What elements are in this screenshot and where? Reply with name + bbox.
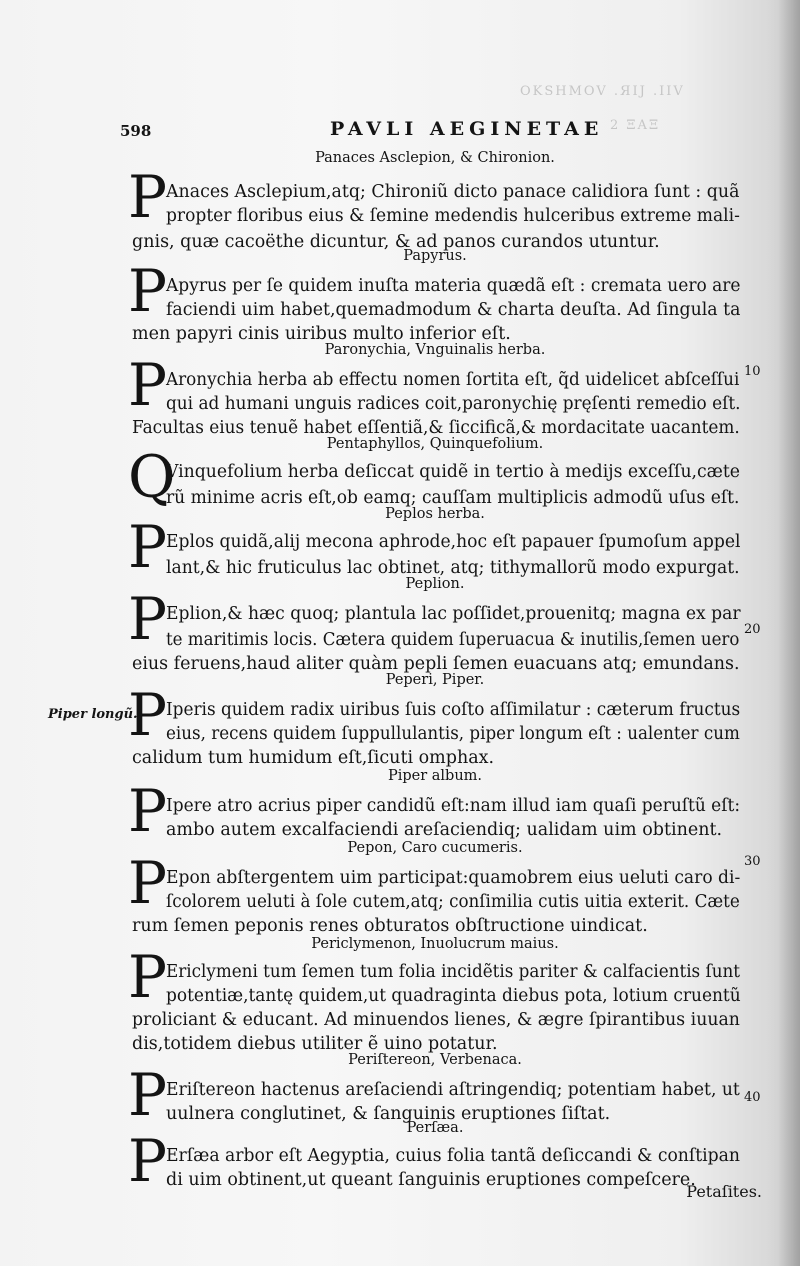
entry-heading: Perſæa. [406, 1120, 464, 1136]
drop-cap: Q [128, 443, 176, 511]
text-line: lant,& hic fruticulus lac obtinet, atq; tithymallorũ modo expurgat. [166, 558, 740, 578]
drop-cap: P [128, 1061, 168, 1129]
drop-cap: P [128, 777, 168, 845]
entry-heading: Pepon, Caro cucumeris. [347, 840, 523, 856]
text-line: ambo autem excalfaciendi areſaciendiq; ualidam uim obtinent. [166, 820, 723, 840]
text-line: Eriſtereon hactenus areſaciendi aſtringendiq; potentiam habet, ut [166, 1080, 740, 1100]
drop-cap: P [128, 257, 168, 325]
drop-cap: P [128, 513, 168, 581]
drop-cap: P [128, 163, 168, 231]
text-line: qui ad humani unguis radices coit,paronychię pręſenti remedio eſt. [166, 394, 741, 414]
text-line: Eplion,& hæc quoq; plantula lac poſſidet,prouenitq; magna ex par [166, 604, 741, 624]
text-line: Aronychia herba ab effectu nomen ſortita eſt, q̃d uidelicet abſceſſui [166, 370, 740, 390]
text-line: eius, recens quidem ſuppullulantis, piper longum eſt : ualenter cum [166, 724, 740, 744]
text-line: Anaces Asclepium,atq; Chironiũ dicto panace calidiora ſunt : quã [166, 182, 740, 202]
text-line: Facultas eius tenuẽ habet eſſentiã,& ſiccificã,& mordacitate uacantem. [132, 418, 740, 438]
text-line: rũ minime acris eſt,ob eamq; cauſſam multiplicis admodũ uſus eſt. [166, 488, 740, 508]
entry-heading: Periſtereon, Verbenaca. [348, 1052, 522, 1068]
line-number-30: 30 [744, 854, 761, 869]
page-shadow [778, 0, 800, 1266]
text-line: uulnera conglutinet, & ſanguinis eruptiones ſiſtat. [166, 1104, 611, 1124]
text-line: proliciant & educant. Ad minuendos lienes, & ægre ſpirantibus iuuan [132, 1010, 740, 1030]
bleed-through-text: OKSHMOV .ЯIJ .IIV [520, 84, 685, 99]
drop-cap: P [128, 943, 168, 1011]
text-line: Iperis quidem radix uiribus ſuis coſto aſſimilatur : cæterum fructus [166, 700, 741, 720]
bleed-through-text: 2 ΞΑΞ [610, 118, 661, 133]
entry-heading: Pentaphyllos, Quinquefolium. [326, 436, 544, 452]
drop-cap: P [128, 585, 168, 653]
entry-heading: Piper album. [387, 768, 483, 784]
text-line: di uim obtinent,ut queant ſanguinis eruptiones compeſcere. [166, 1170, 696, 1190]
text-line: potentiæ,tantę quidem,ut quadraginta diebus pota, lotium cruentũ [166, 986, 741, 1006]
text-line: Eplos quidã,alij mecona aphrode,hoc eſt papauer ſpumoſum appel [166, 532, 741, 552]
running-head: PAVLI AEGINETAE [330, 118, 604, 140]
entry-heading: Paronychia, Vnguinalis herba. [324, 342, 546, 358]
entry-heading: Papyrus. [403, 248, 467, 264]
line-number-20: 20 [744, 622, 761, 637]
text-line: calidum tum humidum eſt,ſicuti omphax. [132, 748, 495, 768]
drop-cap: P [128, 351, 168, 419]
drop-cap: P [128, 849, 168, 917]
page-header [120, 118, 760, 144]
text-line: dis,totidem diebus utiliter ẽ uino potatur. [132, 1034, 498, 1054]
text-line: faciendi uim habet,quemadmodum & charta deuſta. Ad ſingula ta [166, 300, 741, 320]
entry-heading: Peplos herba. [385, 506, 485, 522]
entry-heading: Peplion. [405, 576, 465, 592]
text-line: propter floribus eius & ſemine medendis hulceribus extreme mali- [166, 206, 740, 226]
catchword: Petaſites. [686, 1182, 762, 1201]
text-line: Epon abſtergentem uim participat:quamobrem eius ueluti caro di- [166, 868, 741, 888]
text-line: rum ſemen peponis renes obturatos obſtructione uindicat. [132, 916, 648, 936]
text-line: gnis, quæ cacoëthe dicuntur, & ad panos curandos utuntur. [132, 232, 660, 252]
entry-heading: Periclymenon, Inuolucrum maius. [311, 936, 559, 952]
text-line: Vinquefolium herba deſiccat quidẽ in tertio à medijs exceſſu,cæte [166, 462, 741, 482]
text-line: men papyri cinis uiribus multo inferior eſt. [132, 324, 511, 344]
text-line: Ipere atro acrius piper candidũ eſt:nam illud iam quaſi peruſtũ eſt: [166, 796, 741, 816]
text-line: Erſæa arbor eſt Aegyptia, cuius folia tantã deſiccandi & conſtipan [166, 1146, 741, 1166]
margin-note-piper-longum: Piper longũ. [48, 707, 138, 722]
line-number-10: 10 [744, 364, 761, 379]
text-line: ſcolorem ueluti à ſole cutem,atq; conſimilia cutis uitia exterit. Cæte [166, 892, 740, 912]
page-number: 598 [120, 122, 152, 140]
entry-heading: Peperi, Piper. [385, 672, 485, 688]
drop-cap: P [128, 1127, 168, 1195]
text-line: eius feruens,haud aliter quàm pepli ſemen euacuans atq; emundans. [132, 654, 740, 674]
drop-cap: P [128, 681, 168, 749]
entry-heading: Panaces Asclepion, & Chironion. [315, 150, 555, 166]
line-number-40: 40 [744, 1090, 761, 1105]
text-line: Ericlymeni tum ſemen tum folia incidẽtis pariter & calfacientis ſunt [166, 962, 741, 982]
text-line: Apyrus per ſe quidem inuſta materia quædã eſt : cremata uero are [166, 276, 741, 296]
text-line: te maritimis locis. Cætera quidem ſuperuacua & inutilis,ſemen uero [166, 630, 740, 650]
